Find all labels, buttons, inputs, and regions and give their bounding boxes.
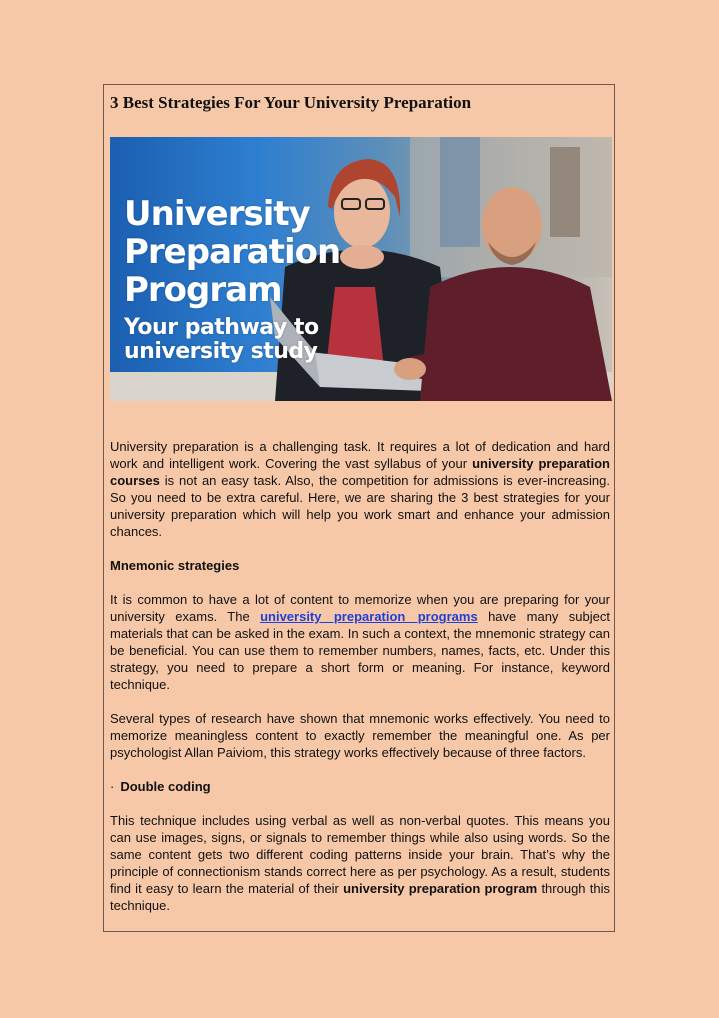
paragraph-intro-text-2: is not an easy task. Also, the competition for admissions is ever-increasing. So you need to be extra careful. Here, we are sharing the 3 best strategies for your university preparation which will help you work smart and enhance your admission chances. (110, 473, 610, 539)
section-heading-mnemonic: Mnemonic strategies (110, 558, 240, 573)
paragraph-double-coding-text-1: This technique includes using verbal as well as non-verbal quotes. This means you can use images, signs, or signals to remember things while also using words. So the same content gets two different coding patterns inside your brain. That’s why the principle of connectionism stands correct here as per psychology. As a result, students find it easy to learn the material of their (110, 813, 610, 896)
hero-line-university: University (124, 194, 310, 234)
hero-line-preparation: Preparation (124, 232, 341, 272)
paragraph-research: Several types of research have shown that mnemonic works effectively. You need to memorize meaningless content to exactly remember the meaningful one. As per psychologist Allan Paiviom, this strategy works effectively because of three factors. (110, 711, 610, 760)
document-title: 3 Best Strategies For Your University Preparation (110, 93, 472, 112)
hero-caption (124, 194, 341, 364)
keyword-university-preparation-courses: university preparation courses (110, 456, 610, 488)
keyword-university-preparation-program: university preparation program (343, 881, 538, 896)
bullet-double-coding (110, 778, 610, 795)
document-body (110, 438, 610, 931)
document-page (103, 84, 615, 932)
paragraph-intro (110, 438, 610, 540)
hero-line-study: university study (124, 339, 318, 364)
paragraph-mnemonic-text-2: have many subject materials that can be asked in the exam. In such a context, the mnemonic strategy can be beneficial. You can use them to remember numbers, names, facts, etc. Under this strategy, you need to prepare a short form or meaning. For instance, keyword technique. (110, 609, 610, 692)
hero-line-program: Program (124, 270, 282, 310)
link-university-preparation-programs[interactable]: university preparation programs (260, 609, 478, 624)
bullet-label: Double coding (120, 779, 211, 794)
paragraph-mnemonic-text-1: It is common to have a lot of content to memorize when you are preparing for your university exams. The (110, 592, 610, 624)
hero-image (110, 137, 612, 401)
paragraph-intro-text-1: University preparation is a challenging task. It requires a lot of dedication and hard work and intelligent work. Covering the vast syllabus of your (110, 439, 610, 471)
paragraph-mnemonic (110, 591, 610, 693)
bullet-marker: · (110, 779, 115, 794)
paragraph-double-coding (110, 812, 610, 914)
paragraph-double-coding-text-2: through this technique. (110, 881, 610, 913)
hero-line-pathway: Your pathway to (124, 315, 319, 340)
